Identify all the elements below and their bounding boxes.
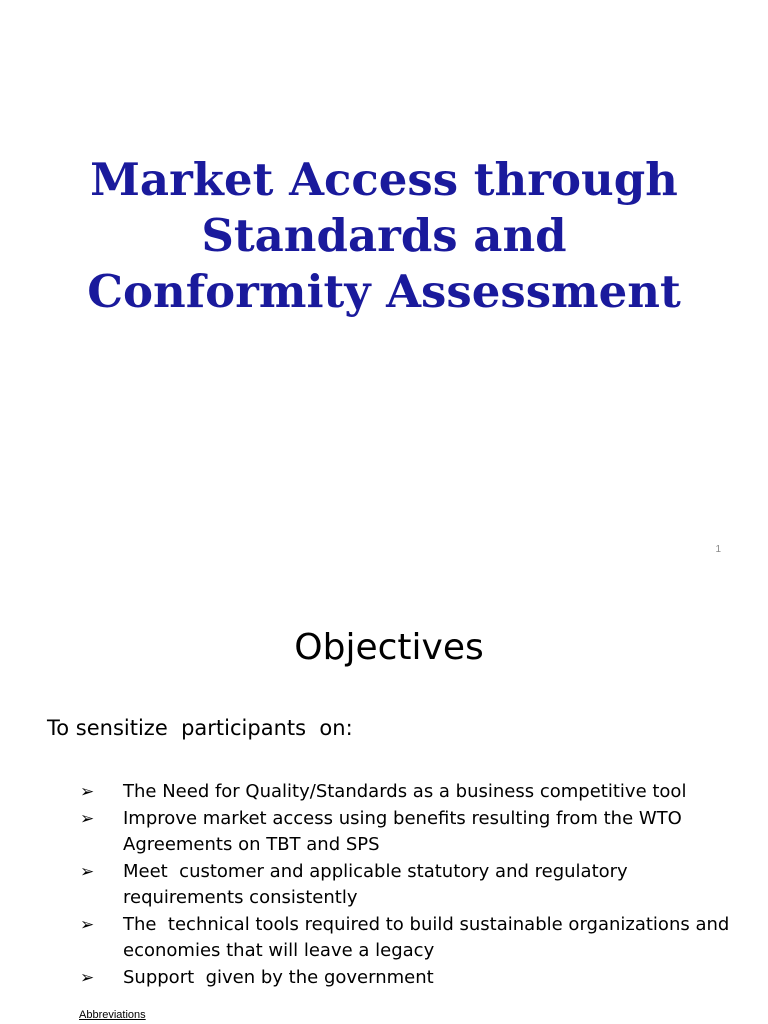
- bullet-text: Meet customer and applicable statutory and regulatory requirements consistently: [123, 861, 634, 908]
- bullet-text: The technical tools required to build sustainable organizations and economies that will leave a legacy: [123, 914, 736, 961]
- arrowhead-bullet-icon: ➢: [80, 862, 95, 882]
- arrowhead-bullet-icon: ➢: [80, 915, 95, 935]
- title-line: Market Access through: [90, 153, 678, 206]
- list-item: [80, 779, 740, 805]
- arrowhead-bullet-icon: ➢: [80, 782, 95, 802]
- arrowhead-bullet-icon: ➢: [80, 809, 95, 829]
- objectives-list: [80, 779, 740, 992]
- intro-text: To sensitize participants on:: [47, 716, 353, 740]
- list-item: [80, 806, 740, 858]
- arrowhead-bullet-icon: ➢: [80, 968, 95, 988]
- bullet-text: The Need for Quality/Standards as a business competitive tool: [123, 781, 687, 802]
- list-item: [80, 859, 740, 911]
- list-item: [80, 965, 740, 991]
- objectives-title: Objectives: [294, 627, 484, 668]
- bullet-text: Improve market access using benefits resulting from the WTO Agreements on TBT and SPS: [123, 808, 688, 855]
- abbreviations-link[interactable]: Abbreviations: [79, 1009, 146, 1021]
- title-line: Conformity Assessment: [87, 265, 681, 318]
- bullet-text: Support given by the government: [123, 967, 434, 988]
- slide-2: [0, 570, 768, 1024]
- page-number: 1: [715, 544, 721, 555]
- slide-title: [0, 152, 768, 320]
- title-line: Standards and: [201, 209, 567, 262]
- list-item: [80, 912, 740, 964]
